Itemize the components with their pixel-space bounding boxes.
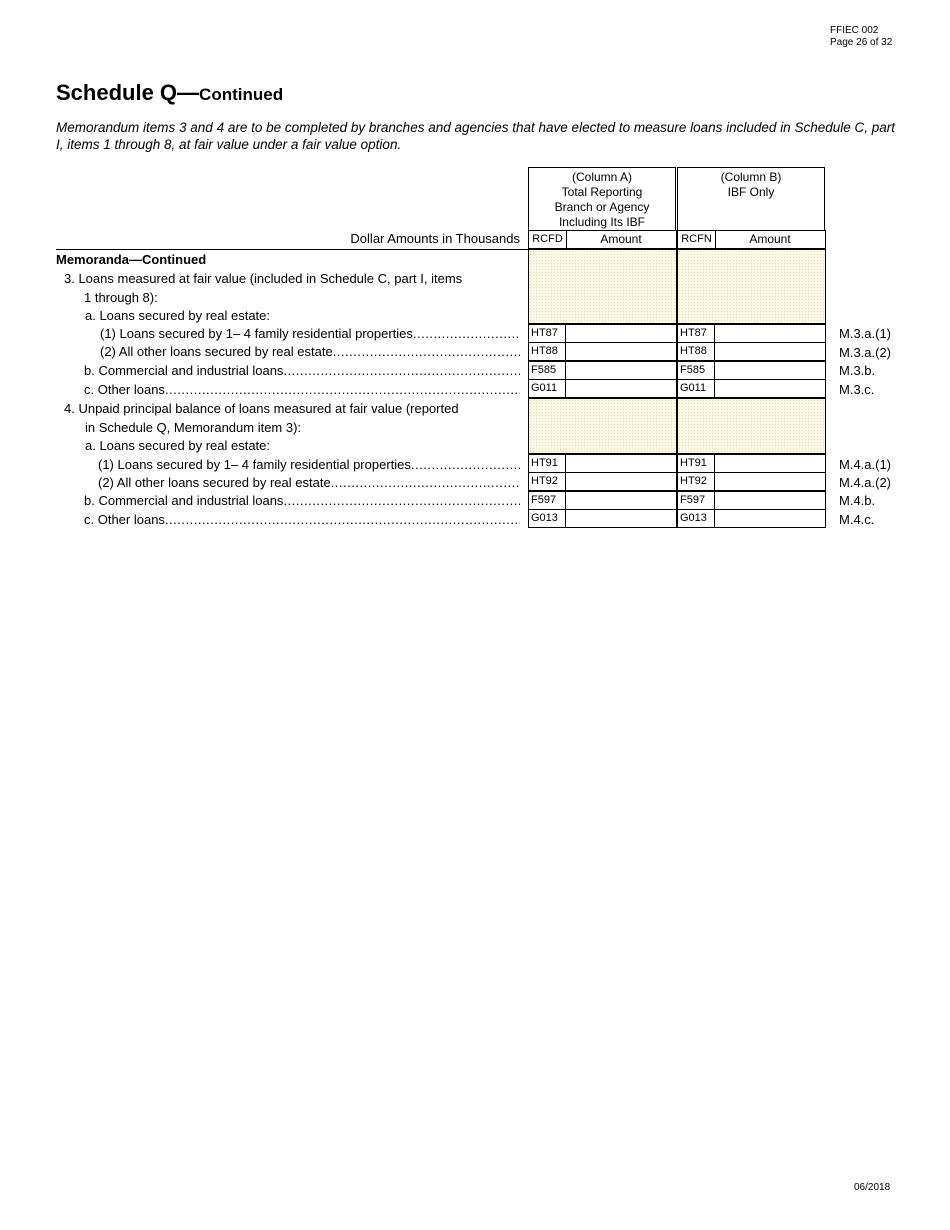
page-title xyxy=(56,80,283,106)
mdrm-code: G011 xyxy=(678,380,715,397)
item-3b-row xyxy=(56,362,520,380)
column-b-code-header: RCFN xyxy=(678,231,716,248)
column-a-amount-header: Amount xyxy=(600,232,642,246)
cell-3a2-col-b xyxy=(677,342,826,361)
item-ref: M.4.c. xyxy=(839,512,875,527)
shaded-block xyxy=(677,249,826,324)
column-b-line2: IBF Only xyxy=(727,185,775,199)
item-ref: M.4.a.(1) xyxy=(839,457,892,472)
item-3c-label: c. Other loans xyxy=(84,382,165,397)
item-4a2-label: (2) All other loans secured by real estate xyxy=(98,475,331,490)
item-4a1-row xyxy=(56,456,520,474)
item-3a1-label: (1) Loans secured by 1– 4 family residential properties xyxy=(100,326,413,341)
item-4-line1: 4. Unpaid principal balance of loans measured at fair value (reported xyxy=(64,401,459,416)
cell-3a1-col-a xyxy=(528,324,677,343)
amount-field[interactable] xyxy=(715,455,825,472)
column-b-header xyxy=(677,167,825,230)
cell-3a1-col-b xyxy=(677,324,826,343)
intro-text: Memorandum items 3 and 4 are to be completed by branches and agencies that have elected to measure loans included in Schedule C, part I, items 1 through 8, at fair value under a fair value option. xyxy=(56,120,896,152)
item-ref: M.3.c. xyxy=(839,382,875,397)
column-b-subheader xyxy=(677,230,826,249)
cell-3a2-col-a xyxy=(528,342,677,361)
item-3c-row xyxy=(56,381,520,399)
mdrm-code: HT92 xyxy=(678,473,715,490)
amount-field[interactable] xyxy=(715,325,825,342)
item-3a2-row xyxy=(56,343,520,361)
amount-field[interactable] xyxy=(566,325,676,342)
cell-4c-col-a xyxy=(528,509,677,528)
item-3-line1: 3. Loans measured at fair value (included in Schedule C, part I, items xyxy=(64,271,463,286)
cell-4a2-col-a xyxy=(528,472,677,491)
title-suffix: Continued xyxy=(199,85,284,104)
form-number: FFIEC 002 xyxy=(830,25,879,36)
mdrm-code: G013 xyxy=(529,510,566,527)
mdrm-code: F597 xyxy=(678,492,715,509)
page-number: Page 26 of 32 xyxy=(830,37,893,48)
item-4b-label: b. Commercial and industrial loans xyxy=(84,493,284,508)
item-4a1-label: (1) Loans secured by 1– 4 family residential properties xyxy=(98,457,411,472)
title-main: Schedule Q— xyxy=(56,80,200,105)
column-a-code-header: RCFD xyxy=(529,231,567,248)
mdrm-code: HT91 xyxy=(678,455,715,472)
mdrm-code: G011 xyxy=(529,380,566,397)
revision-date: 06/2018 xyxy=(854,1182,891,1193)
column-a-line3: Branch or Agency xyxy=(554,200,650,214)
dollar-amounts-label: Dollar Amounts in Thousands xyxy=(350,231,520,246)
mdrm-code: F597 xyxy=(529,492,566,509)
amount-field[interactable] xyxy=(566,510,676,527)
amount-field[interactable] xyxy=(715,510,825,527)
section-heading: Memoranda—Continued xyxy=(56,252,207,267)
mdrm-code: G013 xyxy=(678,510,715,527)
item-3a-label: a. Loans secured by real estate: xyxy=(85,308,271,323)
cell-4b-col-a xyxy=(528,491,677,510)
item-4a2-row xyxy=(56,474,520,492)
column-a-header xyxy=(528,167,676,230)
amount-field[interactable] xyxy=(715,362,825,379)
amount-field[interactable] xyxy=(566,473,676,490)
amount-field[interactable] xyxy=(715,343,825,360)
mdrm-code: HT91 xyxy=(529,455,566,472)
shaded-block xyxy=(528,249,677,324)
item-ref: M.3.a.(1) xyxy=(839,326,892,341)
item-4c-row xyxy=(56,511,520,529)
column-a-line4: Including Its IBF xyxy=(558,215,646,229)
column-b-line1: (Column B) xyxy=(720,170,782,184)
item-3-line2: 1 through 8): xyxy=(84,290,158,305)
cell-3c-col-a xyxy=(528,379,677,398)
amount-field[interactable] xyxy=(566,343,676,360)
column-a-line2: Total Reporting xyxy=(561,185,643,199)
cell-3b-col-a xyxy=(528,361,677,380)
cell-4c-col-b xyxy=(677,509,826,528)
amount-field[interactable] xyxy=(566,362,676,379)
form-header xyxy=(830,25,892,49)
amount-field[interactable] xyxy=(715,380,825,397)
shaded-block xyxy=(528,398,677,454)
mdrm-code: HT87 xyxy=(678,325,715,342)
mdrm-code: HT87 xyxy=(529,325,566,342)
column-b-amount-header: Amount xyxy=(749,232,791,246)
item-ref: M.3.a.(2) xyxy=(839,345,892,360)
item-3b-label: b. Commercial and industrial loans xyxy=(84,363,284,378)
mdrm-code: HT88 xyxy=(678,343,715,360)
mdrm-code: F585 xyxy=(529,362,566,379)
item-ref: M.4.b. xyxy=(839,493,876,508)
cell-3c-col-b xyxy=(677,379,826,398)
item-3a2-label: (2) All other loans secured by real estate xyxy=(100,344,333,359)
item-4c-label: c. Other loans xyxy=(84,512,165,527)
mdrm-code: HT92 xyxy=(529,473,566,490)
cell-4a2-col-b xyxy=(677,472,826,491)
item-4-line2: in Schedule Q, Memorandum item 3): xyxy=(85,420,302,435)
amount-field[interactable] xyxy=(566,380,676,397)
cell-3b-col-b xyxy=(677,361,826,380)
cell-4b-col-b xyxy=(677,491,826,510)
amount-field[interactable] xyxy=(715,473,825,490)
amount-field[interactable] xyxy=(566,455,676,472)
item-4a-label: a. Loans secured by real estate: xyxy=(85,438,271,453)
amount-field[interactable] xyxy=(715,492,825,509)
item-3a1-row xyxy=(56,325,520,343)
item-ref: M.3.b. xyxy=(839,363,876,378)
mdrm-code: F585 xyxy=(678,362,715,379)
item-4b-row xyxy=(56,492,520,510)
column-a-subheader xyxy=(528,230,677,249)
mdrm-code: HT88 xyxy=(529,343,566,360)
cell-4a1-col-a xyxy=(528,454,677,473)
item-ref: M.4.a.(2) xyxy=(839,475,892,490)
column-a-line1: (Column A) xyxy=(571,170,633,184)
shaded-block xyxy=(677,398,826,454)
amount-field[interactable] xyxy=(566,492,676,509)
cell-4a1-col-b xyxy=(677,454,826,473)
header-rule xyxy=(56,249,528,250)
